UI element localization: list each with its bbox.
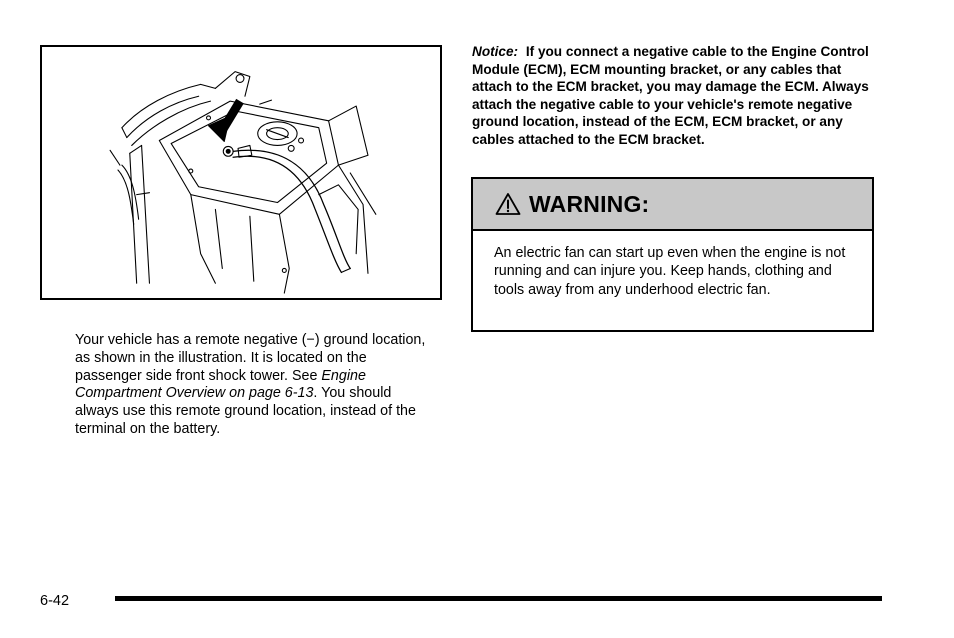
- ground-location-text-end: . You should always use this remote ground location, instead of the terminal on the battery.: [75, 385, 416, 437]
- ground-location-text: Your vehicle has a remote negative (−) ground location, as shown in the illustration. It is located on the passenger side front shock tower. See: [75, 332, 426, 384]
- ecm-notice: [472, 43, 877, 149]
- engine-ground-illustration: [42, 47, 440, 298]
- notice-label: Notice:: [472, 44, 519, 59]
- warning-title: WARNING:: [529, 190, 650, 217]
- electric-fan-warning: [471, 177, 874, 332]
- warning-header: [473, 179, 872, 231]
- engine-compartment-reference[interactable]: Engine Compartment Overview on page 6-13: [75, 367, 366, 402]
- ground-location-paragraph: [75, 332, 435, 439]
- ground-location-figure: [40, 45, 442, 300]
- page-number: 6-42: [40, 593, 70, 609]
- footer-rule: [115, 596, 882, 601]
- notice-text: If you connect a negative cable to the Engine Control Module (ECM), ECM mounting bracket, or any cables that attach to the ECM bracket, you may damage the ECM. Always attach the negative cable to your vehicle's remote negative ground location, instead of the ECM, ECM bracket, or any cables attached to the ECM bracket.: [472, 44, 869, 147]
- warning-text: An electric fan can start up even when the engine is not running and can injure you. Keep hands, clothing and tools away from any underhood electric fan.: [494, 245, 846, 298]
- warning-triangle-icon: [495, 192, 521, 216]
